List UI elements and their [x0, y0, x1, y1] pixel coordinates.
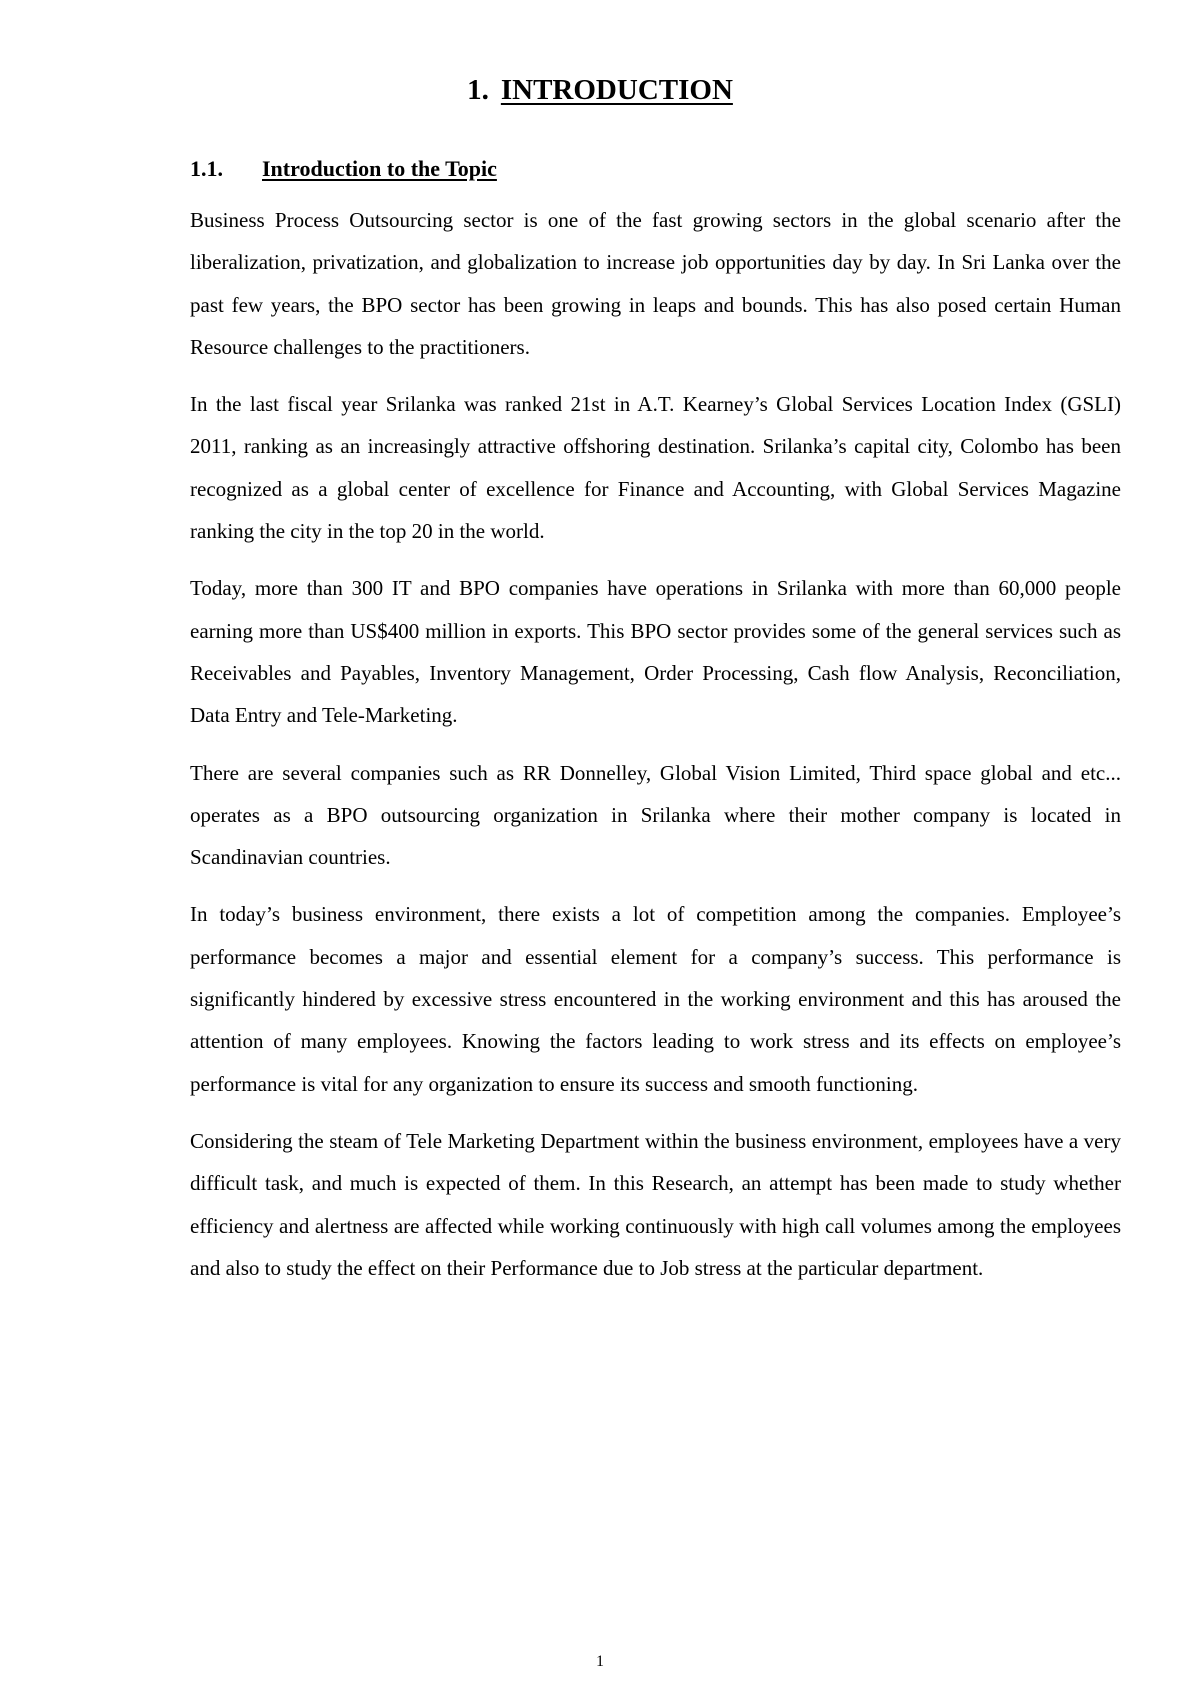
section-heading: [190, 154, 497, 184]
paragraph-5: In today’s business environment, there exists a lot of competition among the companies. Employee’s performance becomes a major and essential element for a company’s success. This performance is significantly hindered by excessive stress encountered in the working environment and this has aroused the attention of many employees. Knowing the factors leading to work stress and its effects on employee’s performance is vital for any organization to ensure its success and smooth functioning.: [190, 902, 1121, 1096]
page-number: 1: [596, 1653, 604, 1670]
paragraph-2: In the last fiscal year Srilanka was ranked 21st in A.T. Kearney’s Global Services Location Index (GSLI) 2011, ranking as an increasingly attractive offshoring destination. Srilanka’s capital city, Colombo has been recognized as a global center of excellence for Finance and Accounting, with Global Services Magazine ranking the city in the top 20 in the world.: [190, 392, 1121, 544]
paragraph-1: Business Process Outsourcing sector is one of the fast growing sectors in the global scenario after the liberalization, privatization, and globalization to increase job opportunities day by day. In Sri Lanka over the past few years, the BPO sector has been growing in leaps and bounds. This has also posed certain Human Resource challenges to the practitioners.: [190, 208, 1121, 359]
paragraph-3: Today, more than 300 IT and BPO companies have operations in Srilanka with more than 60,000 people earning more than US$400 million in exports. This BPO sector provides some of the general services such as Receivables and Payables, Inventory Management, Order Processing, Cash flow Analysis, Reconciliation, Data Entry and Tele-Marketing.: [190, 576, 1121, 728]
section-title: Introduction to the Topic: [262, 156, 497, 181]
chapter-number: 1.: [467, 74, 489, 106]
paragraph-4: There are several companies such as RR Donnelley, Global Vision Limited, Third space global and etc... operates as a BPO outsourcing organization in Srilanka where their mother company is located in Scandinavian countries.: [190, 760, 1121, 870]
body-text: [190, 199, 1121, 1304]
chapter-title: INTRODUCTION: [500, 74, 733, 106]
section-number: 1.1.: [190, 156, 223, 181]
chapter-heading: [0, 72, 1200, 108]
paragraph-6: Considering the steam of Tele Marketing Department within the business environment, employees have a very difficult task, and much is expected of them. In this Research, an attempt has been made to study whether efficiency and alertness are affected while working continuously with high call volumes among the employees and also to study the effect on their Performance due to Job stress at the particular department.: [190, 1128, 1121, 1280]
